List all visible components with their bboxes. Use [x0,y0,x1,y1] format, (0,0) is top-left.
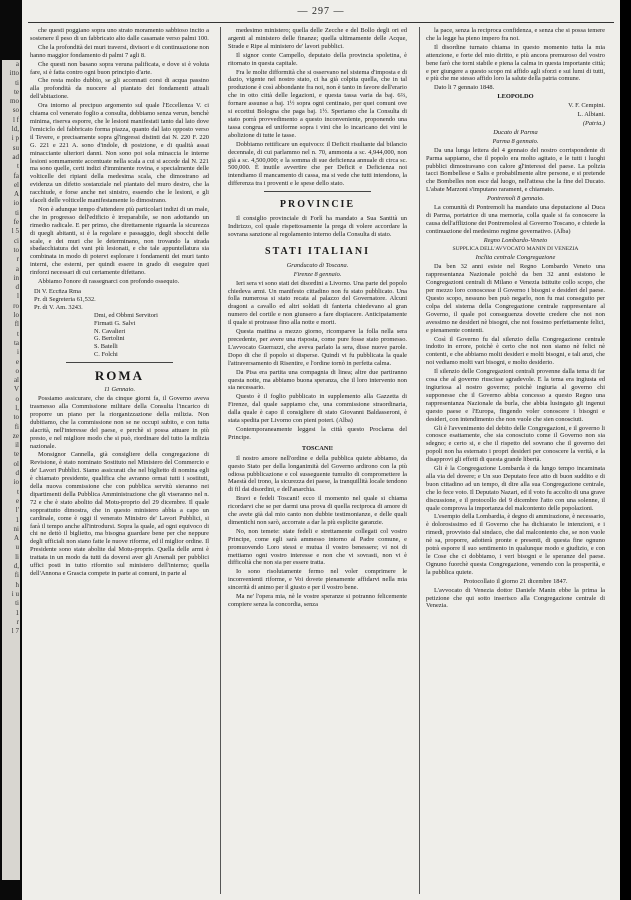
sig-line: Pr. di V. Am. 3243. [34,303,83,311]
paragraph: Ieri sera vi sono stati dei disordini a Livorno. Una parte del popolo chiedeva armi. Un manifesto cittadino non fu stato pubblicato. Una folla numerosa si stato recata al palazzo del Governatore. Alcuni dragoni a cavallo ed altri soldati di fanteria chiedevano al gran numero del cortile e non giunsero a fare dispiacere. Anticipatamente il quale si protrasse fino alla notte e morti. [228,279,407,327]
column-2 [228,27,407,893]
signature-leopoldo: LEOPOLDO [497,93,534,101]
signatory: N. Cavalieri [94,327,126,335]
section-subtitle: Inclita centrale Congregazione [475,254,556,262]
paragraph: Il silenzio delle Congregazioni centrali provenne dalla tema di far cosa che al governo riuscisse sgradevole. E la tema era ingiusta ed ingiuriosa al nostro governo; poichè ingiuria al governo chi supponesse che il Governo abbia concesso a questo Regno una rappresentanza Nazionale da burla, che abbia lusingato gli ingenui questo paese e l'Europa, fingendo voler conoscere i bisogni e desideri, con intendimento che non vuole che sien conosciuti. [426,368,605,423]
section-date: Parma 8 gennaio. [492,137,539,145]
section-subtitle: Regno Lombardo-Veneto [483,236,548,244]
column-3 [426,27,605,893]
newspaper-page [22,0,620,900]
signature-countersign: V. F. Cempini. [568,102,605,110]
signatory-name: G. Salvi [114,319,136,327]
section-subtitle: SUPPLICA DELL'AVVOCATO MANIN DI VENEZIA [452,245,579,252]
paragraph: Abbiamo l'onore di rassegnarci con profondo ossequio. [38,278,180,286]
paragraph: La comunità di Pontremoli ha mandato una deputazione al Duca di Parma, portatrice di una memoria, colla quale si fa conoscere la causa dell'afflizione dei Pontremolesi al Governo Toscano, e chiede la continuazione del medesimo regime governativo. (Alba) [426,204,605,235]
paragraph: la pace, senza la reciproca confidenza, e senza che si possa temere che la legge ha pieno impero fra noi. [426,27,605,42]
paragraph: Contemporaneamente leggesi la città questo Proclama del Principe. [228,425,407,441]
paragraph: Possiamo assicurare, che da cinque giorni fa, il Governo aveva trasmesso alla Commissione militare della Consulta l'incarico di proporre un piano per la riorganizzazione della milizia. Non dubitiamo, che la commissione non se ne occupi subito, e con tutta alacrità, nell'interesse del paese, e perchè si possa attuare in più presto, e nel migliore modo che si può, riordinare del tutto la milizia nazionale. [30,395,209,450]
adjacent-page-fragment: a itto ti te mo so l f ld, i p su ad t fa el A io ti fe l 5 ci to r a in d l ro lo fl t ta i e o al V o l, to fi ze il te ol d io t e l' 1 ni A u li d, fi h i u ti 1 r l 7 [2,60,20,880]
paragraph: Non è adunque tempo d'attendere più particolari indizi di un male, che in progresso dell'edificio è irreparabile, se non adottando un rimedio radicale. E per primo, che direttamente riguarda la sicurezza di quegli abitanti, si è la regolare e passaggio, degli sbocchi delle scale, e dei muri che le determinano, non trovando la strada sbadacchiatura dei vani più lesionati, e che tale appuntellatura sia combinata in modo di potervi esplorare i fondamenti dei muri tanto interni, che esterni, per quindi essere in grado di eseguire quei rinforzi necessari di cui certamente difettano. [30,205,209,277]
paragraph: No, non temete: state fedeli e strettamente collegati col vostro Principe, come egli sarà ammesso intorno al Padre comune, e promuovendo Loro stessi e mutua il vostro benessere; vi noi di mettiamo ogni vostro interesse e non che vi sovrasti, non vi è difficoltà che non sia per essere tratta. [228,527,407,567]
paragraph: Così il Governo fu dal silenzio della Congregazione centrale indotto in errore, poichè è certo che noi non siamo nè felici nè contenti, e che abbiamo molti desideri e molti bisogni, e tali anzi, che noi vediamo molti vari bisogni, e molto desiderio. [426,335,605,367]
paragraph: medesimo ministero; quella delle Zecche e del Bollo degli ori ed argenti al ministero delle finanze; quella ultimamente delle Acque, Strade e Ripe al ministero de' lavori pubblici. [228,27,407,50]
signatory [34,320,209,328]
column-1 [30,27,209,893]
section-date: Firenze 8 gennaio. [293,270,342,278]
paragraph: Questa mattina a mezzo giorno, ricomparve la folla nella sera precedente, per avere una risposta, come pure fosse stato promesso. L'avvocato Guerrazzi, che aveva parlato la sera, disse nuove parole. Dopo di che il popolo si disperse. Quindi vi fu pubblicata la quale l'attraversamento di Risentire, e l'ordine tornò in perfetta calma. [228,328,407,367]
paragraph: Dobbiamo rettificare un equivoco: il Deficit risultante dal bilancio decennale, di cui parlammo nel n. 70, ammonta a sc. 4,944,000, non già a sc. 4,500,000; e la somma di sue deficienza annuale di circa sc. 500,000. È inutile avvertire che per Deficit e Deficienza noi intendiamo il mancamento di cassa, ma si vede che tutti intendono, la differenza tra i proventi e le spese dello stato. [228,140,407,188]
section-date: 11 Gennaio. [103,386,136,394]
page-number: — 297 — [297,6,345,17]
column-separator [220,27,221,894]
paragraph: Il consiglio provinciale di Forlì ha mandato a Sua Santità un Indirizzo, col quale rispettosamente la prega di volere accordare la sovrana sanzione al regolamento interno della Consulta di stato. [228,215,407,238]
paragraph: Da una lunga lettera del 4 gennaio del nostro corrispondente di Parma sappiamo, che il popolo era molto agitato, e le tutti i luoghi pubblici dimostravano con calore gl'interessi del paese. La polizia tacci Bombellese e Salis e probabilmente altre persone, e si pretende che Bombelles non esce dal luogo, nell'attesa che la fine del Ducato. L'abate Marzoni s'imputano rarament, e chiamato. [426,146,605,194]
paragraph: Che resta molto dubbio, se gli accennati corsi di acqua passino alla profondità da nuocere al piantato dei fondamenti attuali dell'abitazione. [30,77,209,101]
signature-countersign: L. Albiani. [577,111,605,119]
section-subtitle: Granducato di Toscana. [286,261,349,269]
section-rule [264,191,371,192]
paragraph: Ora intorno al precipuo argomento sul quale l'Eccellenza V. ci chiama col venerato foglio a consulta, dobbiamo senza verun, benchè minima, riserva esporre, che le lesioni manifestati tanto dal lato dove l'emiciclo del fabbricato forma piazza, quanto dal lato opposto verso il Tevere, e precisamente sopra gl'ingressi distinti dai N. 220 F. 220 G. 221 e 221 A. sono d'indole, di posizione, e di qualità assai minacciante ulteriori danni. Non sono poi sola minaccia le interne lesioni sommamente accentuate nella scala a cui si accede dal N. 221 ma sono quelle, certi indizi d'imminente rovina, e specialmente delle volticelle dei ripiani della medesima scala, che dimostrano ad evidenza un difetto sostanziale nel piantato del muro destro, che la racchiude, e forse anche nei sinistro, essendo che le lesioni, e gli sfaceli delle volticelle manifestamente lo dimostrano. [30,102,209,205]
paragraph: Bravi e fedeli Toscani! ecco il momento nel quale si chiama ricordarvi che se per darmi una prova di quella reciproca di amore di che avete già dal mio canto non dubbie testimonianze, e delle quali dimentichi non sarò, accorrate a dar la più esplicite garanzie. [228,495,407,526]
paragraph: L'avvocato di Venezia dottor Daniele Manin ebbe la prima la petizione che qui sotto inserisco alla Congregazione centrale di Venezia. [426,586,605,610]
header-rule [28,22,614,23]
section-title-stati-italiani: STATI ITALIANI [265,245,370,257]
signatory: C. Folchi [94,351,118,359]
section-subtitle: Ducato di Parma [493,128,538,136]
paragraph: Monsignor Cannella, già consigliere della congregazione di Revisione, è stato nominato Sostituto nel Ministero del Commercio e de' Lavori Pubblici. Siamo assicurati che nel biglietto di nomina egli è chiamato presidente, qualifica che avranno ormai tutti i sostituti, della nuova commissione che con pubblica servitù sieranno nei dipartimenti della Pubblica Amministrazione che gli viseranno nel n. 72 e che è stato abolito dal Motu-proprio del 29 dicembre. Il quale sopprattutto dimostra, che in questo ministero abbia a capo un cardinale, come è oggi il venerato Ministro de' Lavori Pubblici, si farà il tempo anche all'introdursi. Sopra la quale, ad ogni equivoco di chi ne dettò il biglietto, ma bisogna guardare bene per che neppure degli ufficiali non siano fatte le nuove riforme, ed il miglior ordine. Il Presidente sono state abolite dal Motu-proprio. Quella delle armi è trattata in un modo da tutti da doversi aver gli Arsenali per pubblici uffici posti in tutto rifornito sul ministero dell'interno; quella dell'Annona e Grascia compete in parte ai comuni, in parte al [30,451,209,577]
signatories-label: Firmati [94,319,113,327]
sig-closing: Dmi, ed Obbmi Servitori [94,311,158,319]
left-binding-gutter [0,0,22,900]
paragraph: Da Pisa era partita una compagnia di linea; altre due partiranno questa notte, ma abbiamo buona speranza, che il loro intervento non sia necessario. [228,368,407,392]
paragraph: Dato li 7 gennaio 1848. [434,84,495,92]
paragraph: che questi poggiano sopra uno strato moramento sabbioso incito a sostenere il peso di un fabbricato alto dalle casamaie verso palmi 100. [30,27,209,42]
section-title-provincie: PROVINCIE [279,199,356,211]
paragraph: Il signor conte Campello, deputato della provincia spoletina, è ritornato in questa capitale. [228,51,407,67]
signature-block [34,288,209,359]
paragraph: Il nostro amore nell'ordine e della pubblica quiete abbiamo, da questo Stato per della longanimità del Governo ardirono con la più odiosa pubblicazione e col susseguente tumulto di compromettere la Maestà del trono, la sicurezza dei paese, la tranquillità locale tendono di fil dai disordini, e dell'anarchia. [228,454,407,494]
section-date: Pontremoli 8 gennaio. [486,195,545,203]
paragraph: Gli è l'avvenimento del debito delle Congregazioni, e il governo li conosce esattamente, che sia conosciuto come il Governo non sia sdegno; e certo si, e che il rispetto del sovrano che il governo dei popoli non ha esternato i propri desideri per conoscere la verità, e la disapprovi gli effetti di questa grande libertà. [426,424,605,464]
paragraph: Fra le molte difformità che si osservano nel sistema d'imposta e di dazio, vigente nel nostro stato, ci ha già colpita quella, che in tal produzione è così abbondante fra noi, non è tanto in favore dell'erario che in otto città delle legazioni, e questa tassa varia da baj. 6⅔, fornare assunse a baj. 1½ sopra ogni centinaio, per quei comuni ove si eccettui Bologna che paga baj. 1½. Speriamo che la Consulta di stato porrà provvedimento a questo inconveniente, proponendo una tassa congrua ed uniforme sopra i vini che lo incaricano dei vini le abolizione di tutte le tasse. [228,68,407,139]
column-separator [419,27,420,894]
paragraph: Da ben 32 anni esiste nel Regno Lombardo Veneto una rappresentanza Nazionale poichè da ben 32 anni esistono le Congregazioni centrali di Milano e Venezia istituite collo scopo, che per mezzo loro conoscesse il Governo i bisogni e desideri del paese. Questo scopo, nessuno ben può negarlo, non fu mai conseguito per colpa del sistema della Congregazione centrale rappresentare al Governo, il quale poi conseguenza dovette credere che noi non avessimo ne desideri nè bisogni, che noi fossimo perfettamente felici, e pienamente contenti. [426,263,605,334]
sig-line: Di V. Eccn̄za Rma [34,288,81,295]
paragraph: Io sono risolutamente fermo nel voler comprimere le inconvenienti riforme, e Voi dovete pienamente affidarvi nella mia sincerità di animo per il giusto e per il vostro bene. [228,568,407,592]
proclamation-title: TOSCANI! [301,444,334,452]
section-title-roma: ROMA [94,368,145,384]
paragraph: Questo è il foglio pubblicato in supplemento alla Gazzetta di Firenze, dal quale sappiamo che, una commissione straordinaria, dalla quale è capo il consigliere di stato Giovanni Baldasseroni, è stata spedita per Livorno con pieni poteri. (Alba) [228,393,407,425]
paragraph: L'esempio della Lombardia, è degno di ammirazione, è necessario, è dolorosissimo ed il Governo che ha dichiarato le intenzioni, e i rimedi, provvisto dal sindaco, che dal malcontento che, se non vuole nè sa, proporre, adotterà pronte e presenti, di questa fine ognuno potrà esporre il suo sentimento in qualunque modo e giudizio, e con le Cose che ci dobbiamo, i veri bisogni e le speranze del paese. Ognuno fuorchè questa Congregazione, venendo con la prosperità, e la pubblica quiete. [426,513,605,576]
paragraph: Il disordine turnato chiama in questo momento tutta la mia attenzione, e forte del mio diritto, e più ancora premuroso del vostro bene farò che torni stabile e piena la calma in questa importante città; e per giungere a questo scopo mi affido agli sforzi e sui lumi di tutti, e più che me stesso affido loro la salute della patria comune. [426,43,605,83]
signatory: S. Batelli [94,343,118,351]
signatory: G. Bertolini [94,335,125,343]
sig-line: Pr. di Segreteria 61,532. [34,295,96,303]
section-rule [66,362,173,363]
paragraph: Protocollato il giorno 21 dicembre 1847. [463,577,568,585]
paragraph: Ma ne' l'opera mia, nè le vostre speranze si potranno felicemente compiere senza la concordia, senza [228,593,407,608]
paragraph: Gli è la Congregazione Lombarda è da lungo tempo incaminata alla via del dovere; e Un suo Deputato fece atto di buon suddito e di buon cittadino ad un tempo, di dire alla sua Congregazione centrale, che lo fece voto. Il Deputato Nazari, ed il voto fu accolto di una grave discussione, e il protocollo del 9 dicembre l'atto con una solenne, il quale comprova la importanza del malcontento delle popolazioni. [426,465,605,512]
paragraph: Che questi non basano sopra veruna palificata, e dove si è voluta fare, si è fatta contro ogni buon principio d'arte. [30,60,209,76]
paragraph: Che la profondità dei muri traversi, divisori e di continuazione non hanno maggior fondamento di palmi 7 agli 8. [30,43,209,59]
source-attribution: (Patria.) [582,119,605,127]
